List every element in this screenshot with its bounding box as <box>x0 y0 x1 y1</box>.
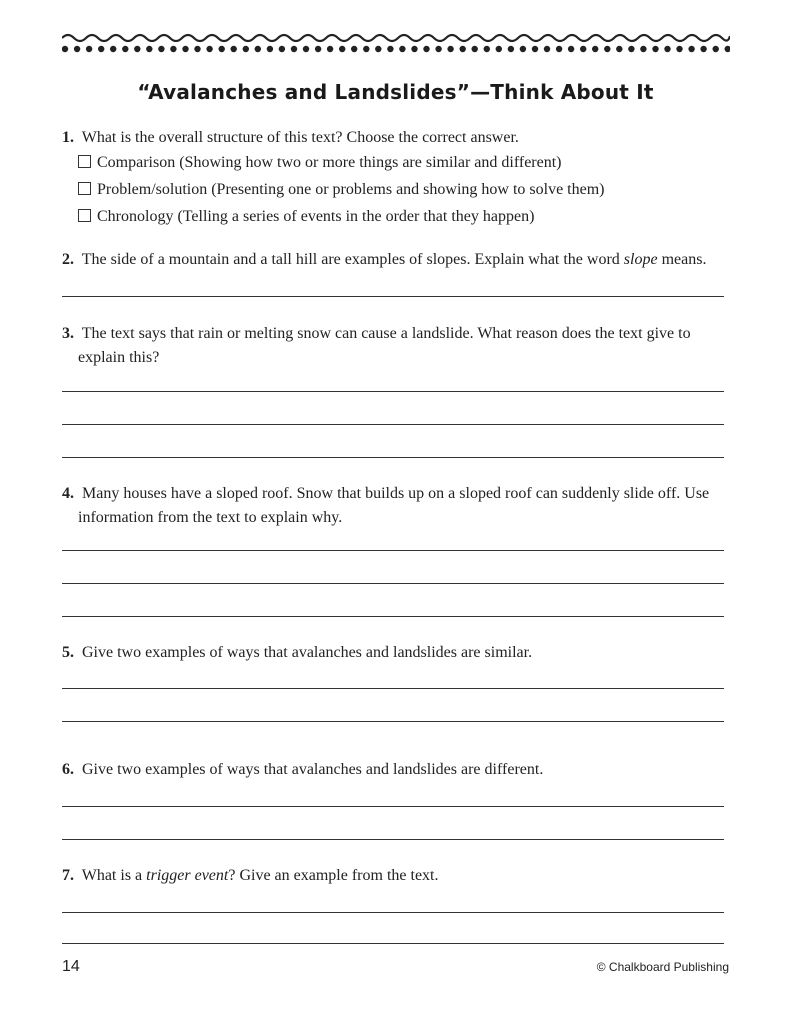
answer-line[interactable] <box>62 550 724 551</box>
question-number: 4. <box>62 485 74 502</box>
dot <box>146 46 152 52</box>
answer-line[interactable] <box>62 721 724 722</box>
question-text: What is the overall structure of this text? Choose the correct answer. <box>81 129 519 146</box>
question-number: 5. <box>62 644 74 661</box>
dot <box>98 46 104 52</box>
dot <box>291 46 297 52</box>
question-3 <box>62 322 732 370</box>
answer-line[interactable] <box>62 457 724 458</box>
checkbox-icon[interactable] <box>78 155 91 168</box>
question-text-cont: information from the text to explain why. <box>78 509 343 526</box>
dot <box>664 46 670 52</box>
dot <box>640 46 646 52</box>
dot <box>604 46 610 52</box>
dot <box>580 46 586 52</box>
dot <box>351 46 357 52</box>
question-number: 6. <box>62 761 74 778</box>
question-2 <box>62 248 732 272</box>
dot <box>182 46 188 52</box>
question-number: 1. <box>62 129 74 146</box>
answer-line[interactable] <box>62 806 724 807</box>
dot <box>725 46 731 52</box>
answer-line[interactable] <box>62 943 724 944</box>
question-4 <box>62 482 732 530</box>
question-number: 3. <box>62 325 74 342</box>
checkbox-icon[interactable] <box>78 209 91 222</box>
dot <box>86 46 92 52</box>
option-label: Comparison (Showing how two or more things are similar and different) <box>97 154 562 171</box>
dot <box>279 46 285 52</box>
dot <box>652 46 658 52</box>
question-text: What is a <box>81 867 147 884</box>
dot <box>508 46 514 52</box>
dot <box>568 46 574 52</box>
dot <box>219 46 225 52</box>
dot <box>255 46 261 52</box>
dot-row <box>62 46 730 52</box>
dot <box>399 46 405 52</box>
dot <box>592 46 598 52</box>
wavy-line <box>62 35 730 41</box>
dot <box>616 46 622 52</box>
dot <box>363 46 369 52</box>
dot <box>122 46 128 52</box>
dot <box>339 46 345 52</box>
dot <box>628 46 634 52</box>
answer-line[interactable] <box>62 616 724 617</box>
dot <box>713 46 719 52</box>
answer-option-problem-solution[interactable] <box>78 178 605 202</box>
question-text: Give two examples of ways that avalanches and landslides are different. <box>82 761 544 778</box>
dot <box>700 46 706 52</box>
question-text: The side of a mountain and a tall hill are examples of slopes. Explain what the word <box>81 251 624 268</box>
dot <box>243 46 249 52</box>
question-term: slope <box>623 251 658 268</box>
dot <box>327 46 333 52</box>
dot <box>315 46 321 52</box>
dot <box>411 46 417 52</box>
dot <box>676 46 682 52</box>
dot <box>267 46 273 52</box>
question-5 <box>62 641 732 665</box>
dot <box>484 46 490 52</box>
dot <box>447 46 453 52</box>
question-text: Give two examples of ways that avalanches and landslides are similar. <box>82 644 533 661</box>
question-text-end: means. <box>657 251 707 268</box>
dot <box>110 46 116 52</box>
dot <box>170 46 176 52</box>
question-text-cont: explain this? <box>78 349 160 366</box>
answer-line[interactable] <box>62 583 724 584</box>
dot <box>460 46 466 52</box>
question-6 <box>62 758 732 782</box>
page-title: “Avalanches and Landslides”—Think About It <box>137 80 654 104</box>
dot <box>134 46 140 52</box>
option-label: Problem/solution (Presenting one or problems and showing how to solve them) <box>97 181 605 198</box>
answer-line[interactable] <box>62 424 724 425</box>
dot <box>423 46 429 52</box>
answer-line[interactable] <box>62 296 724 297</box>
question-term: trigger event <box>146 867 229 884</box>
dot <box>231 46 237 52</box>
dot <box>520 46 526 52</box>
answer-line[interactable] <box>62 688 724 689</box>
dot <box>435 46 441 52</box>
dot <box>544 46 550 52</box>
question-1 <box>62 126 732 150</box>
option-label: Chronology (Telling a series of events in the order that they happen) <box>97 208 535 225</box>
answer-line[interactable] <box>62 912 724 913</box>
dot <box>556 46 562 52</box>
answer-line[interactable] <box>62 839 724 840</box>
answer-option-chronology[interactable] <box>78 205 534 229</box>
answer-line[interactable] <box>62 391 724 392</box>
page-number: 14 <box>62 958 80 975</box>
question-7 <box>62 864 732 888</box>
dot <box>158 46 164 52</box>
dot <box>496 46 502 52</box>
decorative-border <box>62 30 730 56</box>
dot <box>387 46 393 52</box>
publisher-credit: © Chalkboard Publishing <box>596 960 729 974</box>
question-text: The text says that rain or melting snow can cause a landslide. What reason does the text give to <box>81 325 691 342</box>
dot <box>532 46 538 52</box>
checkbox-icon[interactable] <box>78 182 91 195</box>
question-number: 2. <box>62 251 74 268</box>
question-number: 7. <box>62 867 74 884</box>
dot <box>62 46 68 52</box>
question-text: Many houses have a sloped roof. Snow that builds up on a sloped roof can suddenly slide off. Use <box>82 485 710 502</box>
question-text-end: ? Give an example from the text. <box>228 867 439 884</box>
dot <box>688 46 694 52</box>
dot <box>472 46 478 52</box>
dot <box>194 46 200 52</box>
answer-option-comparison[interactable] <box>78 151 562 175</box>
dot <box>74 46 80 52</box>
dot <box>375 46 381 52</box>
dot <box>303 46 309 52</box>
dot <box>206 46 212 52</box>
